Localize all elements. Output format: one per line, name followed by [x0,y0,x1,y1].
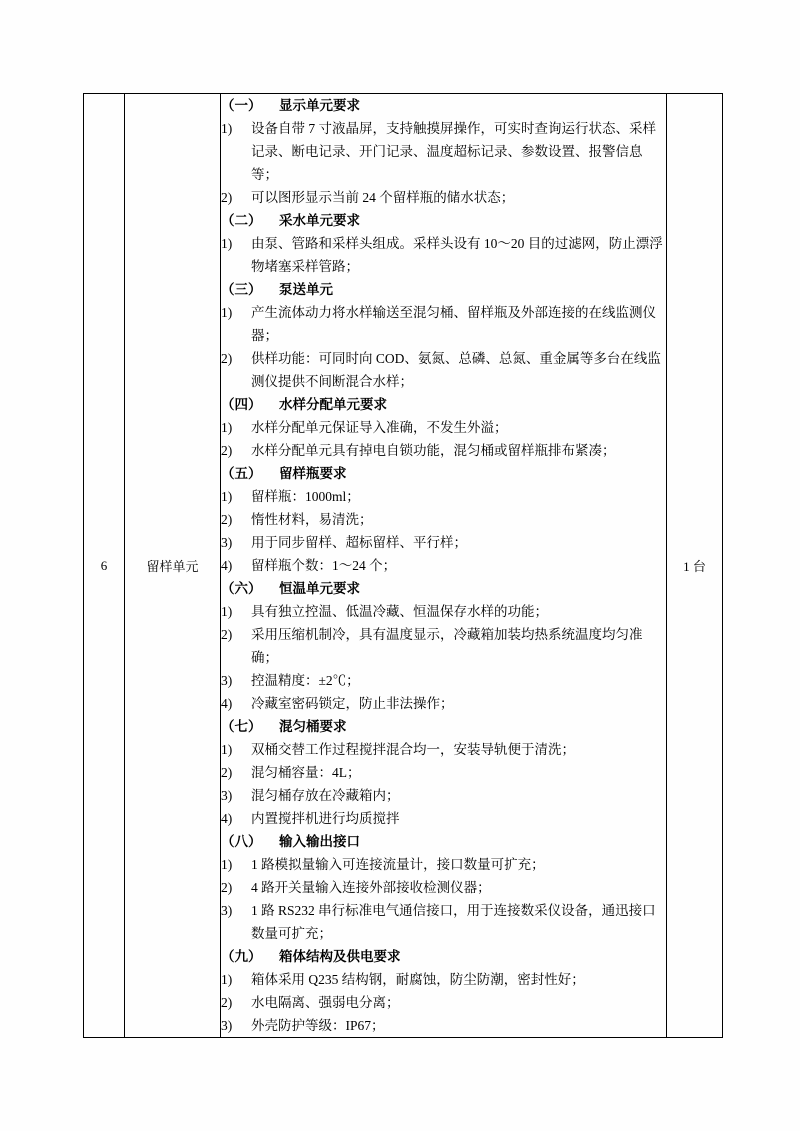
section-label: （三） [221,282,262,297]
section-title: 泵送单元 [279,282,333,297]
requirement-item-number: 2) [221,627,233,642]
requirement-item [221,784,666,807]
table-row [84,94,723,1038]
section-title: 输入输出接口 [279,834,360,849]
requirement-item-text: 留样瓶：1000ml； [251,489,360,504]
requirement-item-text: 内置搅拌机进行均质搅拌 [251,811,400,826]
requirement-item-text: 水样分配单元具有掉电自锁功能，混匀桶或留样瓶排布紧凑； [251,443,616,458]
requirement-item-text: 留样瓶个数：1～24 个； [251,558,397,573]
requirement-item-number: 3) [221,788,233,803]
requirement-item-text: 混匀桶容量：4L； [251,765,361,780]
requirement-item [221,485,666,508]
section-title: 混匀桶要求 [279,719,347,734]
cell-quantity: 1 台 [667,94,723,1038]
requirement-item [221,232,666,278]
requirement-item-number: 3) [221,535,233,550]
requirement-item-number: 1) [221,972,233,987]
requirement-item-number: 3) [221,903,233,918]
requirement-item-text: 设备自带 7 寸液晶屏，支持触摸屏操作，可实时查询运行状态、采样记录、断电记录、开门记录、温度超标记录、参数设置、报警信息等； [251,121,656,182]
section-label: （八） [221,834,262,849]
section-label: （五） [221,466,262,481]
requirement-item-number: 1) [221,121,233,136]
requirement-item-text: 供样功能：可同时向 COD、氨氮、总磷、总氮、重金属等多台在线监测仪提供不间断混合水样； [251,351,661,389]
requirement-item [221,807,666,830]
requirement-item-text: 产生流体动力将水样输送至混匀桶、留样瓶及外部连接的在线监测仪器； [251,305,656,343]
section-heading [221,830,666,853]
requirement-item-number: 1) [221,742,233,757]
requirement-item-number: 1) [221,489,233,504]
requirement-item-number: 2) [221,880,233,895]
requirement-item-number: 1) [221,604,233,619]
requirement-item-text: 冷藏室密码锁定，防止非法操作； [251,696,454,711]
requirement-item-text: 控温精度：±2℃； [251,673,360,688]
requirement-item-text: 4 路开关量输入连接外部接收检测仪器； [251,880,491,895]
section-title: 箱体结构及供电要求 [279,949,401,964]
section-label: （六） [221,581,262,596]
requirement-item [221,876,666,899]
requirement-item [221,117,666,186]
requirement-item-number: 1) [221,420,233,435]
section-label: （九） [221,949,262,964]
section-title: 留样瓶要求 [279,466,347,481]
requirements-sections [221,94,666,1037]
cell-item-name: 留样单元 [125,94,221,1038]
requirement-item [221,968,666,991]
requirement-item [221,347,666,393]
section-title: 水样分配单元要求 [279,397,387,412]
requirement-item-text: 惰性材料，易清洗； [251,512,373,527]
spec-table-container [83,93,720,1038]
requirement-item-number: 4) [221,811,233,826]
requirement-item-text: 双桶交替工作过程搅拌混合均一，安装导轨便于清洗； [251,742,575,757]
requirement-item [221,738,666,761]
section-heading [221,94,666,117]
section-label: （一） [221,98,262,113]
requirement-item-number: 2) [221,443,233,458]
requirement-item-number: 2) [221,512,233,527]
requirement-item-text: 由泵、管路和采样头组成。采样头设有 10～20 目的过滤网，防止漂浮物堵塞采样管路； [251,236,663,274]
section-title: 采水单元要求 [279,213,360,228]
section-heading [221,393,666,416]
requirement-item-text: 箱体采用 Q235 结构钢，耐腐蚀，防尘防潮，密封性好； [251,972,585,987]
requirement-item-number: 3) [221,673,233,688]
requirement-item [221,761,666,784]
requirement-item [221,1014,666,1037]
requirement-item [221,991,666,1014]
section-heading [221,462,666,485]
requirement-item [221,508,666,531]
requirement-item-number: 2) [221,765,233,780]
requirement-item-text: 采用压缩机制冷，具有温度显示，冷藏箱加装均热系统温度均匀准确； [251,627,643,665]
requirement-item-number: 2) [221,190,233,205]
specification-table [83,93,723,1038]
requirement-item-number: 1) [221,857,233,872]
requirement-item-text: 可以图形显示当前 24 个留样瓶的储水状态； [251,190,515,205]
requirement-item-text: 具有独立控温、低温冷藏、恒温保存水样的功能； [251,604,548,619]
requirement-item-number: 4) [221,696,233,711]
requirement-item [221,531,666,554]
section-heading [221,715,666,738]
requirement-item-text: 水样分配单元保证导入准确，不发生外溢； [251,420,508,435]
requirement-item [221,623,666,669]
requirement-item-number: 2) [221,995,233,1010]
section-heading [221,278,666,301]
requirement-item [221,416,666,439]
section-heading [221,945,666,968]
section-heading [221,209,666,232]
requirement-item-text: 用于同步留样、超标留样、平行样； [251,535,467,550]
requirement-item [221,669,666,692]
requirement-item-text: 1 路模拟量输入可连接流量计，接口数量可扩充； [251,857,545,872]
requirement-item [221,186,666,209]
requirement-item-number: 1) [221,305,233,320]
section-label: （七） [221,719,262,734]
requirement-item [221,301,666,347]
requirement-item [221,899,666,945]
section-heading [221,577,666,600]
requirement-item-number: 1) [221,236,233,251]
cell-requirements [221,94,667,1038]
cell-item-number: 6 [84,94,125,1038]
section-title: 显示单元要求 [279,98,360,113]
requirement-item-number: 3) [221,1018,233,1033]
requirement-item-number: 4) [221,558,233,573]
requirement-item [221,600,666,623]
requirement-item [221,554,666,577]
requirement-item [221,692,666,715]
requirement-item [221,439,666,462]
requirement-item [221,853,666,876]
requirement-item-text: 水电隔离、强弱电分离； [251,995,400,1010]
requirement-item-text: 外壳防护等级：IP67； [251,1018,385,1033]
requirement-item-text: 1 路 RS232 串行标准电气通信接口，用于连接数采仪设备，通迅接口数量可扩充； [251,903,656,941]
section-title: 恒温单元要求 [279,581,360,596]
requirement-item-text: 混匀桶存放在冷藏箱内； [251,788,400,803]
section-label: （四） [221,397,262,412]
section-label: （二） [221,213,262,228]
requirement-item-number: 2) [221,351,233,366]
